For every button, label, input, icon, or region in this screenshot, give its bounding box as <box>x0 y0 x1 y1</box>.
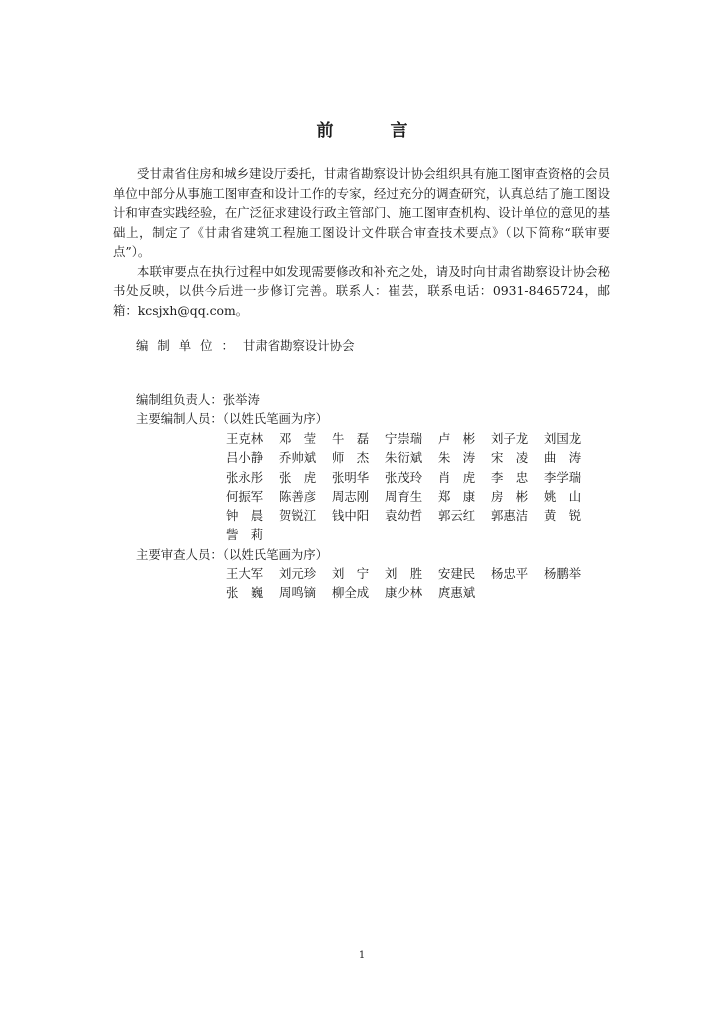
editor-name: 何振军 <box>226 488 264 504</box>
editor-name: 张 虎 <box>279 469 317 485</box>
editors-row <box>226 487 597 506</box>
editors-row <box>226 506 597 525</box>
reviewer-name: 周鸣镝 <box>279 585 317 601</box>
reviewers-row <box>226 583 597 602</box>
reviewer-name: 庹惠斌 <box>438 585 476 601</box>
editor-name: 刘国龙 <box>544 431 582 446</box>
editors-list <box>226 429 597 545</box>
reviewer-name: 康少林 <box>385 585 423 601</box>
editor-name: 周育生 <box>385 488 423 504</box>
team-leader <box>136 390 260 409</box>
editor-name: 姚 山 <box>544 488 582 504</box>
page-number: 1 <box>358 950 366 961</box>
editor-name: 曲 涛 <box>544 450 582 466</box>
preface-paragraph-1: 受甘肃省住房和城乡建设厅委托，甘肃省勘察设计协会组织具有施工图审查资格的会员单位中部分从事施工图审查和设计工作的专家，经过充分的调查研究，认真总结了施工图设计和审查实践经验，在广泛征求建设行政主管部门、施工图审查机构、设计单位的意见的基础上，制定了《甘肃省建筑工程施工图设计文件联合审查技术要点》（以下简称“联审要点”）。 <box>113 166 610 259</box>
editors-row <box>226 429 597 448</box>
reviewer-name: 张 巍 <box>226 585 264 601</box>
page-title: 前 言 <box>316 121 428 141</box>
editor-name: 黄 锐 <box>544 508 582 524</box>
editor-name: 张茂玲 <box>385 469 423 485</box>
editor-name: 钟 晨 <box>226 508 264 524</box>
editor-name: 王克林 <box>226 431 264 446</box>
editor-name: 师 杰 <box>332 450 370 466</box>
editor-name: 訾 莉 <box>226 527 264 543</box>
editor-name: 乔帅斌 <box>279 450 317 466</box>
editor-name: 吕小静 <box>226 450 264 466</box>
editor-name: 李学瑞 <box>544 469 582 485</box>
editor-name: 朱衍斌 <box>385 450 423 466</box>
reviewer-name: 刘 宁 <box>332 566 370 581</box>
reviewers-list <box>226 564 597 603</box>
editor-name: 陈善彦 <box>279 488 317 504</box>
reviewer-name: 王大军 <box>226 566 264 581</box>
reviewer-name: 杨忠平 <box>491 566 529 581</box>
reviewers-heading: 主要审查人员：（以姓氏笔画为序） <box>136 547 329 562</box>
editor-name: 卢 彬 <box>438 431 476 446</box>
editor-name: 郭云红 <box>438 508 476 524</box>
editors-row <box>226 448 597 467</box>
editor-name: 牛 磊 <box>332 431 370 446</box>
reviewer-name: 安建民 <box>438 566 476 581</box>
editor-name: 宋 凌 <box>491 450 529 466</box>
compiling-unit <box>136 336 354 354</box>
reviewer-name: 刘元珍 <box>279 566 317 581</box>
compiling-unit-value: 甘肃省勘察设计协会 <box>242 338 355 353</box>
preface-paragraph-2: 本联审要点在执行过程中如发现需要修改和补充之处，请及时向甘肃省勘察设计协会秘书处反映，以供今后进一步修订完善。联系人：崔芸，联系电话：0931-8465724，邮箱：kcsjxh@qq.com。 <box>113 263 610 318</box>
editor-name: 刘子龙 <box>491 431 529 446</box>
editor-name: 邓 莹 <box>279 431 317 446</box>
editor-name: 张明华 <box>332 469 370 485</box>
editor-name: 房 彬 <box>491 488 529 504</box>
preface-body <box>113 164 610 320</box>
editor-name: 朱 涛 <box>438 450 476 466</box>
compiling-unit-label: 编制单位： <box>136 338 243 353</box>
editor-name: 周志刚 <box>332 488 370 504</box>
editor-name: 张永彤 <box>226 469 264 485</box>
editor-name: 李 忠 <box>491 469 529 485</box>
editor-name: 肖 虎 <box>438 469 476 485</box>
editor-name: 钱中阳 <box>332 508 370 524</box>
editors-heading: 主要编制人员：（以姓氏笔画为序） <box>136 411 329 426</box>
editors-row <box>226 468 597 487</box>
editor-name: 贺锐江 <box>279 508 317 524</box>
team-leader-label: 编制组负责人： <box>136 392 223 407</box>
editor-name: 郭惠洁 <box>491 508 529 524</box>
reviewer-name: 柳全成 <box>332 585 370 601</box>
editor-name: 郑 康 <box>438 488 476 504</box>
reviewers-row <box>226 564 597 583</box>
editor-name: 袁幼哲 <box>385 508 423 524</box>
editors-row <box>226 525 597 544</box>
reviewer-name: 杨鹏举 <box>544 566 582 581</box>
editor-name: 宁崇瑞 <box>385 431 423 446</box>
team-leader-value: 张举涛 <box>222 392 260 407</box>
reviewer-name: 刘 胜 <box>385 566 423 581</box>
